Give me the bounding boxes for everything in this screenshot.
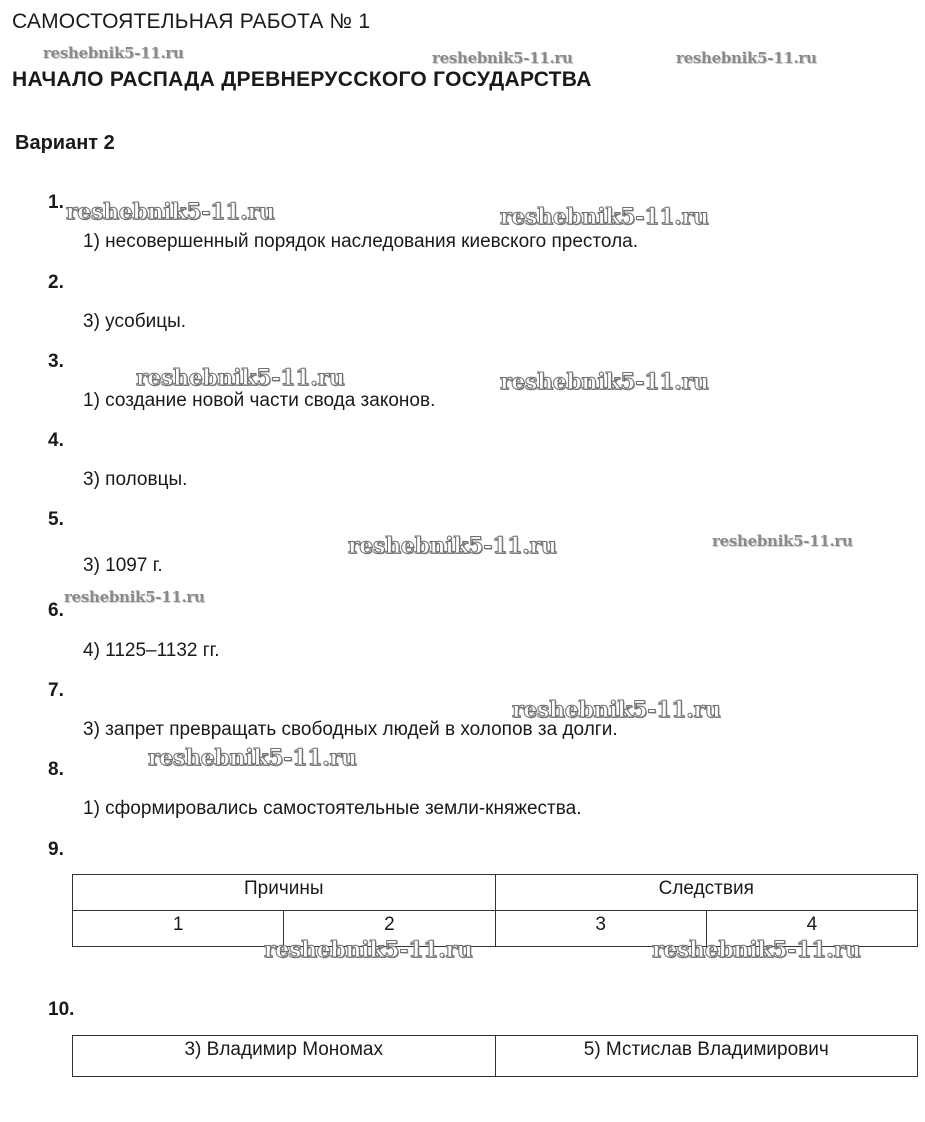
watermark: reshebnik5-11.ru [712,532,853,550]
question-number: 10. [48,999,75,1020]
causes-header: Причины [73,875,496,911]
watermark: reshebnik5-11.ru [432,49,573,67]
table-cell: 3 [495,911,706,947]
answer-text: 3) половцы. [83,469,188,490]
question-number: 8. [48,759,64,780]
rulers-table [72,1035,918,1077]
question-number: 5. [48,509,64,530]
watermark: reshebnik5-11.ru [148,745,357,771]
watermark: reshebnik5-11.ru [512,697,721,723]
watermark: reshebnik5-11.ru [264,937,473,963]
variant-label: Вариант 2 [15,132,115,154]
answer-text: 1) несовершенный порядок наследования киевского престола. [83,231,638,252]
table-cell: 5) Мстислав Владимирович [495,1036,918,1077]
watermark: reshebnik5-11.ru [652,937,861,963]
watermark: reshebnik5-11.ru [43,44,184,62]
watermark: reshebnik5-11.ru [136,365,345,391]
question-number: 1. [48,192,64,213]
watermark: reshebnik5-11.ru [500,369,709,395]
table-cell: 1 [73,911,284,947]
topic-heading: НАЧАЛО РАСПАДА ДРЕВНЕРУССКОГО ГОСУДАРСТВА [12,68,592,91]
question-number: 6. [48,600,64,621]
watermark: reshebnik5-11.ru [348,533,557,559]
answer-text: 1) сформировались самостоятельные земли-княжества. [83,798,582,819]
watermark: reshebnik5-11.ru [66,199,275,225]
table-cell: 3) Владимир Мономах [73,1036,496,1077]
question-number: 3. [48,351,64,372]
effects-header: Следствия [495,875,918,911]
answer-text: 1) создание новой части свода законов. [83,390,436,411]
answer-text: 3) запрет превращать свободных людей в холопов за долги. [83,719,618,740]
page-title: САМОСТОЯТЕЛЬНАЯ РАБОТА № 1 [12,10,371,33]
answer-text: 3) усобицы. [83,311,187,332]
answer-text: 3) 1097 г. [83,555,163,576]
table-cell: 2 [284,911,495,947]
watermark: reshebnik5-11.ru [64,588,205,606]
table-cell: 4 [706,911,917,947]
watermark: reshebnik5-11.ru [676,49,817,67]
question-number: 9. [48,839,64,860]
question-number: 4. [48,430,64,451]
watermark: reshebnik5-11.ru [500,204,709,230]
answer-text: 4) 1125–1132 гг. [83,640,220,661]
question-number: 7. [48,680,64,701]
question-number: 2. [48,272,64,293]
